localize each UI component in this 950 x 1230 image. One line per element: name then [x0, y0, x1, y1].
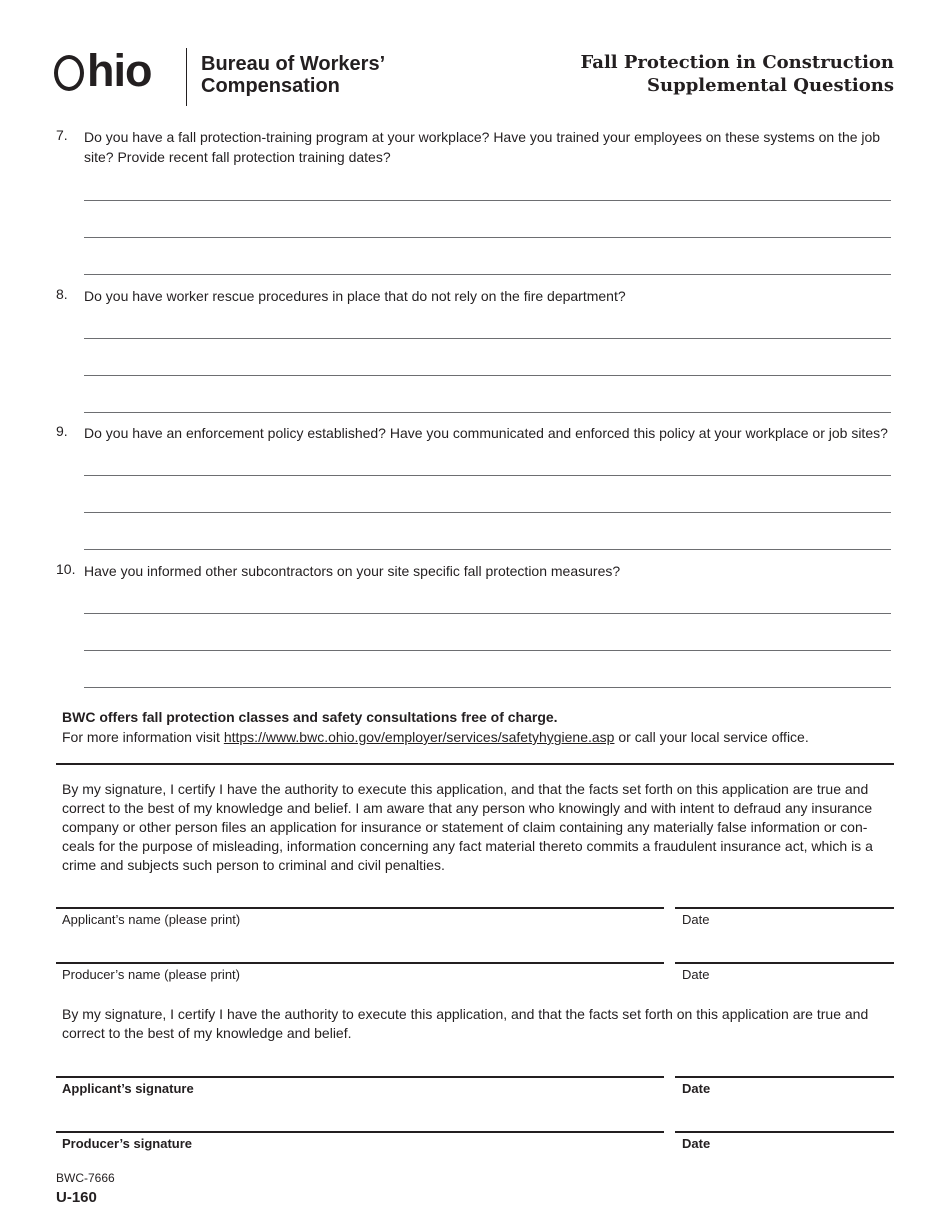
- more-info-suffix: or call your local service office.: [614, 729, 809, 745]
- agency-name: [201, 53, 385, 97]
- form-title: [581, 51, 895, 97]
- producer-signature-date-label: Date: [682, 1136, 711, 1151]
- form-code: U-160: [56, 1189, 97, 1206]
- producer-name-date-field[interactable]: [675, 962, 894, 964]
- safety-hygiene-link[interactable]: https://www.bwc.ohio.gov/employer/services/safetyhygiene.asp: [223, 729, 615, 745]
- more-info-prefix: For more information visit: [62, 729, 224, 745]
- question-9-number: 9.: [56, 423, 68, 439]
- question-9-text: Do you have an enforcement policy established? Have you communicated and enforced this policy at your workplace or job sites?: [84, 425, 888, 441]
- producer-signature-date-field[interactable]: [675, 1131, 894, 1133]
- free-classes-notice: BWC offers fall protection classes and safety consultations free of charge.: [62, 709, 558, 725]
- question-8-answer-line-3[interactable]: [84, 412, 891, 413]
- question-10-answer-line-1[interactable]: [84, 613, 891, 614]
- certification-statement-short: By my signature, I certify I have the authority to execute this application, and that the facts set forth on this application are true and correct to the best of my knowledge and belief.: [62, 1006, 869, 1041]
- applicant-name-date-field[interactable]: [675, 907, 894, 909]
- applicant-name-date-label: Date: [682, 912, 710, 927]
- applicant-signature-date-label: Date: [682, 1081, 711, 1096]
- producer-name-field[interactable]: [56, 962, 664, 964]
- producer-name-label: Producer’s name (please print): [62, 967, 240, 982]
- applicant-name-label: Applicant’s name (please print): [62, 912, 241, 927]
- producer-signature-field[interactable]: [56, 1131, 664, 1133]
- question-10-text: Have you informed other subcontractors on your site specific fall protection measures?: [84, 563, 621, 579]
- form-title-line2: Supplemental Questions: [647, 75, 894, 96]
- ohio-logo-o: [54, 55, 84, 91]
- more-info-text: [62, 729, 809, 745]
- question-8-number: 8.: [56, 286, 68, 302]
- agency-name-line1: Bureau of Workers’: [201, 53, 386, 75]
- question-8-answer-line-2[interactable]: [84, 375, 891, 376]
- question-9-answer-line-2[interactable]: [84, 512, 891, 513]
- question-10-number: 10.: [56, 561, 76, 577]
- question-9-answer-line-1[interactable]: [84, 475, 891, 476]
- question-7-answer-line-2[interactable]: [84, 237, 891, 238]
- form-title-line1: Fall Protection in Construction: [580, 52, 894, 73]
- question-8-answer-line-1[interactable]: [84, 338, 891, 339]
- question-7-answer-line-3[interactable]: [84, 274, 891, 275]
- producer-signature-label: Producer’s signature: [62, 1136, 193, 1151]
- question-7-answer-line-1[interactable]: [84, 200, 891, 201]
- certification-statement-full: By my signature, I certify I have the authority to execute this application, and that the facts set forth on this application are true and correct to the best of my knowledge and belief. I am aware that any person who knowingly and with intent to defraud any insurance company or other person files an application for insurance or statement of claim containing any materially false information or conceals for the purpose of misleading, information concerning any fact material thereto commits a fraudulent insurance act, which is a crime and subjects such person to criminal and civil penalties.: [62, 781, 873, 873]
- ohio-logo-text: hio: [87, 45, 152, 96]
- question-10-answer-line-3[interactable]: [84, 687, 891, 688]
- form-id: BWC-7666: [56, 1171, 115, 1185]
- question-7-number: 7.: [56, 127, 68, 143]
- applicant-name-field[interactable]: [56, 907, 664, 909]
- applicant-signature-date-field[interactable]: [675, 1076, 894, 1078]
- applicant-signature-label: Applicant’s signature: [62, 1081, 194, 1096]
- question-10-answer-line-2[interactable]: [84, 650, 891, 651]
- agency-name-line2: Compensation: [201, 75, 340, 97]
- producer-name-date-label: Date: [682, 967, 710, 982]
- applicant-signature-field[interactable]: [56, 1076, 664, 1078]
- section-divider: [56, 763, 894, 765]
- question-8-text: Do you have worker rescue procedures in place that do not rely on the fire department?: [84, 288, 626, 304]
- logo-divider: [186, 48, 187, 106]
- question-9-answer-line-3[interactable]: [84, 549, 891, 550]
- question-7-text: Do you have a fall protection-training program at your workplace? Have you trained your employees on these systems on the job site? Provide recent fall protection training dates?: [84, 129, 881, 165]
